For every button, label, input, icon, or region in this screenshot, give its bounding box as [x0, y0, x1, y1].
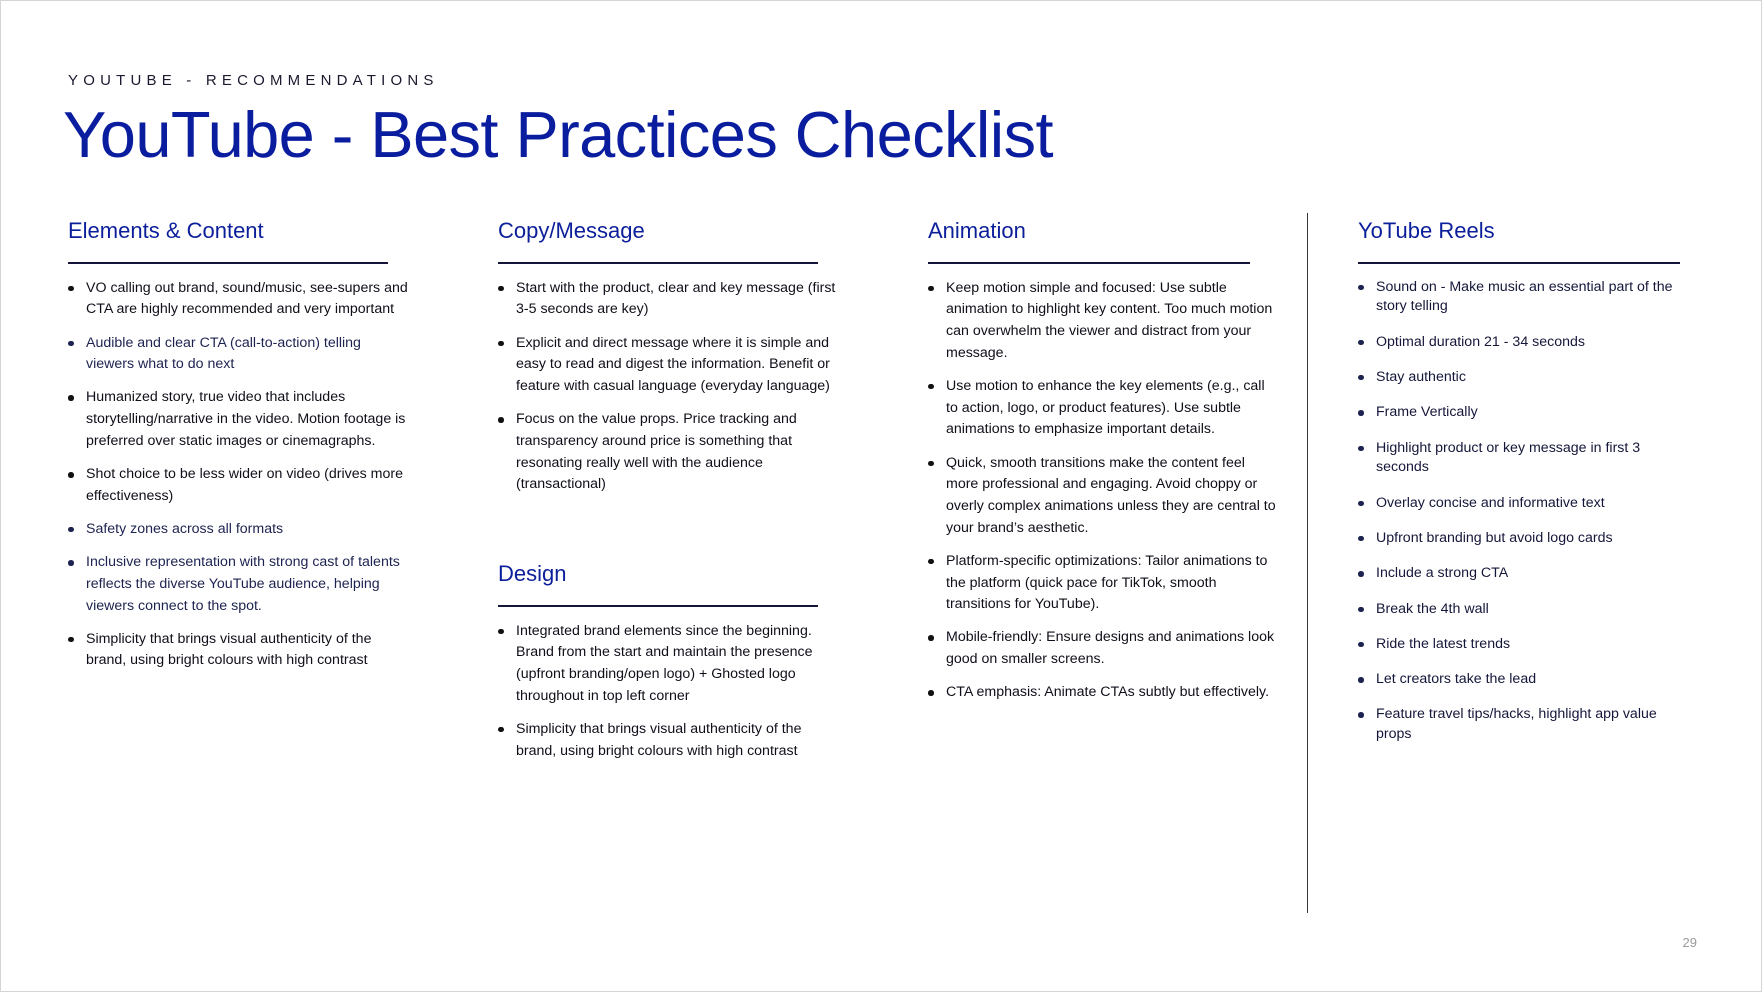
heading-underline: [498, 605, 818, 607]
bullet-list: [498, 278, 838, 496]
page-number: 29: [1682, 935, 1697, 950]
list-item: Focus on the value props. Price tracking and transparency around price is something that resonating really well with the audience (transactional): [498, 409, 838, 496]
page-title: YouTube - Best Practices Checklist: [63, 98, 1053, 171]
list-item: Break the 4th wall: [1358, 600, 1680, 620]
list-item: Sound on - Make music an essential part of the story telling: [1358, 278, 1680, 318]
list-item: Keep motion simple and focused: Use subtle animation to highlight key content. Too much motion can overwhelm the viewer and distract from your message.: [928, 278, 1280, 365]
list-item: CTA emphasis: Animate CTAs subtly but effectively.: [928, 682, 1280, 704]
list-item: Overlay concise and informative text: [1358, 494, 1680, 514]
heading-underline: [928, 262, 1250, 264]
list-item: Start with the product, clear and key message (first 3-5 seconds are key): [498, 278, 838, 321]
list-item: Quick, smooth transitions make the content feel more professional and engaging. Avoid choppy or overly complex animations unless they are central to your brand’s aesthetic.: [928, 453, 1280, 540]
section-heading: YoTube Reels: [1358, 218, 1495, 243]
list-item: Shot choice to be less wider on video (drives more effectiveness): [68, 464, 410, 507]
section-heading: Elements & Content: [68, 218, 264, 243]
heading-underline: [1358, 262, 1680, 264]
bullet-list: [1358, 278, 1680, 745]
eyebrow-label: YOUTUBE - RECOMMENDATIONS: [68, 72, 439, 89]
section-design: [498, 560, 838, 774]
list-item: Platform-specific optimizations: Tailor animations to the platform (quick pace for TikTok, smooth transitions for YouTube).: [928, 551, 1280, 616]
list-item: Safety zones across all formats: [68, 519, 410, 541]
section-animation: [928, 217, 1280, 716]
section-elements-content: [68, 217, 410, 684]
list-item: Integrated brand elements since the beginning. Brand from the start and maintain the presence (upfront branding/open logo) + Ghosted logo throughout in top left corner: [498, 621, 838, 708]
bullet-list: [928, 278, 1280, 704]
bullet-list: [68, 278, 410, 673]
list-item: Humanized story, true video that includes storytelling/narrative in the video. Motion footage is preferred over static images or cinemagraphs.: [68, 387, 410, 452]
list-item: Simplicity that brings visual authenticity of the brand, using bright colours with high contrast: [68, 629, 410, 672]
list-item: Inclusive representation with strong cast of talents reflects the diverse YouTube audience, helping viewers connect to the spot.: [68, 552, 410, 617]
section-heading: Copy/Message: [498, 218, 645, 243]
heading-underline: [498, 262, 818, 264]
section-youtube-reels: [1358, 217, 1680, 761]
list-item: Feature travel tips/hacks, highlight app value props: [1358, 705, 1680, 745]
list-item: Include a strong CTA: [1358, 564, 1680, 584]
section-heading: Animation: [928, 218, 1026, 243]
section-heading: Design: [498, 561, 567, 586]
heading-underline: [68, 262, 388, 264]
list-item: Stay authentic: [1358, 368, 1680, 388]
list-item: Upfront branding but avoid logo cards: [1358, 529, 1680, 549]
list-item: Explicit and direct message where it is simple and easy to read and digest the information. Benefit or feature with casual language (everyday language): [498, 333, 838, 398]
list-item: Frame Vertically: [1358, 403, 1680, 423]
section-copy-message: [498, 217, 838, 507]
list-item: Highlight product or key message in first 3 seconds: [1358, 439, 1680, 479]
list-item: Ride the latest trends: [1358, 635, 1680, 655]
list-item: Let creators take the lead: [1358, 670, 1680, 690]
vertical-divider: [1307, 213, 1308, 913]
list-item: Simplicity that brings visual authenticity of the brand, using bright colours with high contrast: [498, 719, 838, 762]
list-item: VO calling out brand, sound/music, see-supers and CTA are highly recommended and very important: [68, 278, 410, 321]
bullet-list: [498, 621, 838, 763]
list-item: Audible and clear CTA (call-to-action) telling viewers what to do next: [68, 333, 410, 376]
list-item: Optimal duration 21 - 34 seconds: [1358, 333, 1680, 353]
list-item: Use motion to enhance the key elements (e.g., call to action, logo, or product features). Use subtle animations to emphasize important details.: [928, 376, 1280, 441]
list-item: Mobile-friendly: Ensure designs and animations look good on smaller screens.: [928, 627, 1280, 670]
